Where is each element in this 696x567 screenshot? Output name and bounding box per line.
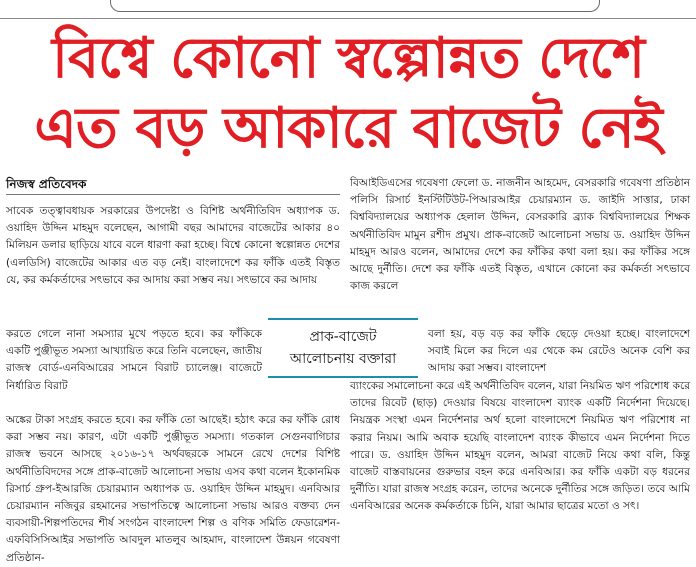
top-page-rule — [0, 0, 696, 19]
pull-quote-line-2: আলোচনায় বক্তারা — [289, 351, 397, 367]
article-body-left-top: সাবেক তত্ত্বাবধায়ক সরকারের উপদেষ্টা ও বিশিষ্ট অর্থনীতিবিদ অধ্যাপক ড. ওয়াহিদ উদ্দিন মাহমুদ বলেছেন, আগামী বছর আমাদের বাজেটের আকার ৪০ মিলিয়ন ডলার ছাড়িয়ে যাবে বলে ধারণা করা হচ্ছে। বিশ্বে কোনো স্বল্পোন্নত দেশের (এলডিসি) বাজেটের আকার এত বড় নেই। বাংলাদেশে কর ফাঁকি এতই বিস্তৃত যে, কর কর্মকর্তাদের সৎভাবে কর আদায় করা সম্ভব নয়। সৎভাবে কর আদায় — [6, 205, 340, 286]
pull-quote — [268, 318, 418, 378]
headline-line-2: এত বড় আকারে বাজেট নেই — [34, 96, 662, 161]
byline-divider — [6, 194, 340, 195]
article-body-right-wrap: বলা হয়, বড় বড় কর ফাঁকি ছেড়ে দেওয়া হচ্ছে। বাংলাদেশে সবাই মিলে কর দিলে এর থেকে কম রেটেও অনেক বেশি কর আদায় করা সম্ভব। বাংলাদেশ — [428, 328, 690, 375]
pull-quote-line-1: প্রাক-বাজেট — [309, 329, 377, 345]
byline: নিজস্ব প্রতিবেদক — [6, 177, 87, 191]
article-body-left-wrap: করতে গেলে নানা সমস্যার মুখে পড়তে হবে। কর ফাঁকিকে একটি পুঞ্জীভূত সমস্যা আখ্যায়িত করে তিনি বলেছেন, জাতীয় রাজস্ব বোর্ড-এনবিআরের সামনে বিরাট চ্যালেঞ্জ। বাজেটে নির্ধারিত বিরাট — [6, 328, 262, 392]
article-body-left-bottom: অঙ্কের টাকা সংগ্রহ করতে হবে। কর ফাঁকি তো আছেই। হঠাৎ করে কর ফাঁকি রোধ করা সম্ভব নয়। কারণ, এটা একটি পুঞ্জীভূত সমস্যা। গতকাল সেগুনবাগিচার রাজস্ব ভবনে আসছে ২০১৬-১৭ অর্থবছরকে সামনে রেখে দেশের বিশিষ্ট অর্থনীতিবিদদের সঙ্গে প্রাক-বাজেট আলোচনা সভায় এসব কথা বলেন ইকোনমিক রিসার্চ গ্রুপ-ইআরজি চেয়ারম্যান অধ্যাপক ড. ওয়াহিদ উদ্দিন মাহমুদ। এনবিআর চেয়ারম্যান নজিবুর রহমানের সভাপতিত্বে আলোচনা সভায় আরও বক্তব্য দেন ব্যবসায়ী-শিল্পপতিদের শীর্ষ সংগঠন বাংলাদেশ শিল্প ও বণিক সমিতি ফেডারেশন-এফবিসিসিআইর সভাপতি আবদুল মাতলুব আহমাদ, বাংলাদেশ উন্নয়ন গবেষণা প্রতিষ্ঠান- — [6, 414, 340, 564]
headline-line-1: বিশ্বে কোনো স্বল্পোন্নত দেশে — [51, 26, 645, 91]
header-frame-decoration — [110, 0, 600, 12]
article-body-right-top: বিআইডিএসের গবেষণা ফেলো ড. নাজনীন আহমেদ, বেসরকারি গবেষণা প্রতিষ্ঠান পলিসি রিসার্চ ইনস্টিটিউট-পিআরআইর চেয়ারম্যান ড. জাইদি সাত্তার, ঢাকা বিশ্ববিদ্যালয়ের অধ্যাপক হেলাল উদ্দিন, বেসরকারি ব্র্যাক বিশ্ববিদ্যালয়ের শিক্ষক অর্থনীতিবিদ মামুন রশীদ প্রমুখ। প্রাক-বাজেট আলোচনা সভায় ড. ওয়াহিদ উদ্দিন মাহমুদ আরও বলেন, আমাদের দেশে কর ফাঁকির কথা বলা হয়। কর ফাঁকির সঙ্গে আছে দুর্নীতি। দেশে কর ফাঁকি এতই বিস্তৃত, এখানে কোনো কর কর্মকর্তা সৎভাবে কাজ করলে — [350, 177, 690, 293]
article-body-right-bottom: ব্যাংকের সমালোচনা করে এই অর্থনীতিবিদ বলেন, যারা নিয়মিত ঋণ পরিশোধ করে তাদের রিবেট (ছাড়) দেওয়ার বিষয়ে বাংলাদেশ ব্যাংক একটি নির্দেশনা দিয়েছে। নিয়ন্ত্রক সংস্থা এমন নির্দেশনার অর্থ হলো বাংলাদেশে নিয়মিত ঋণ পরিশোধ না করার নিয়ম। আমি অবাক হয়েছি বাংলাদেশ ব্যাংক কীভাবে এমন নির্দেশনা দিতে পারে। ড. ওয়াহিদ উদ্দিন মাহমুদ বলেন, আমরা বাজেট নিয়ে কথা বলি, কিন্তু বাজেট বাস্তবায়নের গুরুভার বহন করে এনবিআর। কর ফাঁকি একটা বড় ধরনের দুর্নীতি। যারা রাজস্ব সংগ্রহ করেন, তাদের অনেকে দুর্নীতির সঙ্গে জড়িত। তবে আমি এনবিআরের অনেক কর্মকর্তাকে চিনি, যারা আমার ছাত্রের মতো ও সৎ। — [350, 380, 690, 513]
